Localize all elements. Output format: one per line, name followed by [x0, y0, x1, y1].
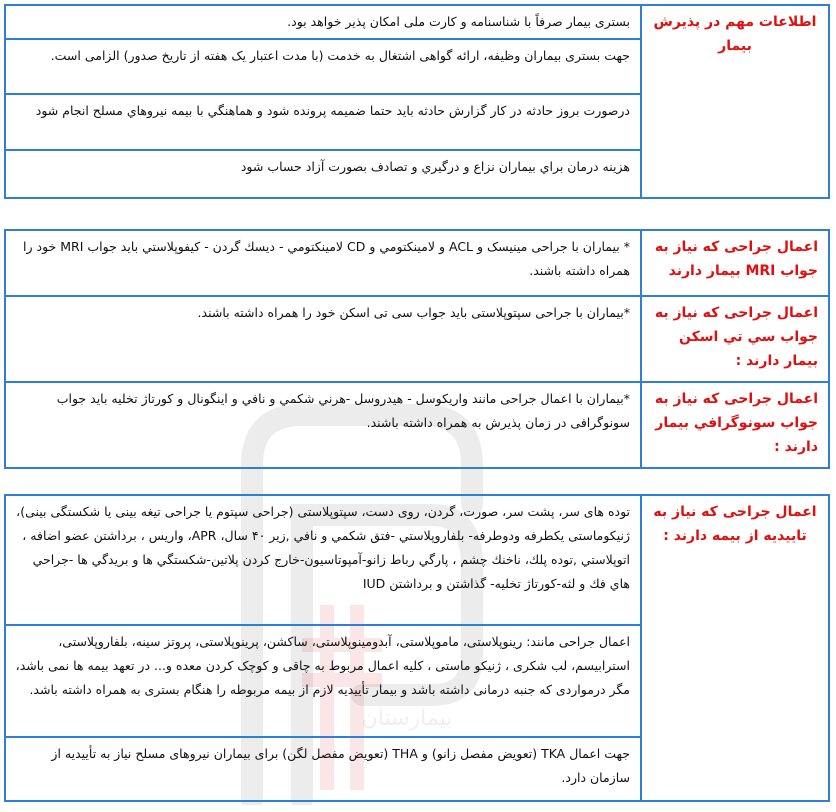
ct-requirement: *بیماران با جراحی سپتوپلاستی باید جواب سی تی اسکن خود را همراه داشته باشند.	[5, 296, 641, 382]
patient-admission-table	[4, 4, 830, 199]
sonography-header: اعمال جراحی که نیاز به جواب سونوگرافي بیمار دارند :	[654, 391, 818, 455]
mri-header-cell	[641, 230, 829, 296]
ct-header: اعمال جراحی که نیاز به جواب سي تي اسكن بیمار دارند :	[654, 305, 818, 369]
sonography-header-cell	[641, 382, 829, 468]
insurance-row: توده های سر، پشت سر، صورت، گردن، روی دست، سپتوپلاستی (جراحی سپتوم یا جراحی تیغه بینی یا شکستگی بینی)، ژنیکوماستی یکطرفه ودوطرفه- بلفاروپلاستي -فتق شكمي و نافي ,زير ۴٠ سال، APR، واریس ، برداشتن عضو اضافه ، اتوپلاستي ,توده پلك، ناخنك چشم ، پارگي رباط زانو-آمپوتاسيون-خارج كردن پلاتين-شكستگي ها و بريدگي ها -جراحي هاي فك و لثه-كورتاژ تخليه- گذاشتن و برداشتن IUD	[5, 495, 641, 625]
ct-header-cell	[641, 296, 829, 382]
watermark-text: بیمارستان	[361, 706, 453, 731]
insurance-header: اعمال جراحی که نیاز به تاییدیه از بیمه دارند :	[653, 504, 817, 544]
mri-header: اعمال جراحی که نیاز به جواب MRI بیمار دارند	[654, 239, 818, 279]
insurance-row: جهت اعمال TKA (تعويض مفصل زانو) و THA (تعويض مفصل لگن) براى بيماران نيروهاى مسلح نياز به تأييديه از سازمان دارد.	[5, 737, 641, 801]
info-row: درصورت بروز حادثه در کار گزارش حادثه باید حتما ضميمه پرونده شود و هماهنگي با بيمه نيروهاي مسلح انجام شود	[5, 94, 641, 150]
insurance-row: اعمال جراحی مانند: رینوپلاستی، ماموپلاستی، آبدومینوپلاستی، ساکشن، پرینوپلاستی، پروتز سینه، بلفاروپلاستی، استرابیسم، لب شکری ، ژنیکو ماستی ، کلیه اعمال مربوط به چاقی و کوچک کردن معده و... در تعهد بیمه ها نمی باشد، مگر درمواردی که جنبه درمانی داشته باشد و بیمار تأییدیه لازم از بیمه مربوطه را هنگام بستری به همراه داشته باشد.	[5, 625, 641, 737]
section-header-cell	[641, 5, 829, 198]
info-row: بستری بیمار صرفاً با شناسنامه و کارت ملی امکان پذیر خواهد بود.	[5, 5, 641, 39]
insurance-approval-table	[4, 494, 830, 802]
section-header: اطلاعات مهم در پذیرش بیمار	[653, 14, 817, 54]
sonography-requirement: *بیماران با اعمال جراحی مانند واریکوسل - هيدروسل -هرني شكمي و نافي و اينگونال و كورتاژ تخليه باید جواب سونوگرافی در زمان پذیرش به همراه داشته باشند.	[5, 382, 641, 468]
imaging-requirements-table	[4, 229, 830, 469]
info-row: هزينه درمان براي بيماران نزاع و درگيري و تصادف بصورت آزاد حساب شود	[5, 150, 641, 198]
mri-requirement: * بیماران با جراحی مینیسک و ACL و لامينكتومي و CD لامينكتومي - دیسك گردن - کیفوپلاستي باید جواب MRI خود را همراه داشته باشند.	[5, 230, 641, 296]
info-row: جهت بستری بیماران وظیفه، ارائه گواهی اشتغال به خدمت (با مدت اعتبار یک هفته از تاریخ صدور) الزامی است.	[5, 39, 641, 94]
insurance-header-cell	[641, 495, 829, 801]
